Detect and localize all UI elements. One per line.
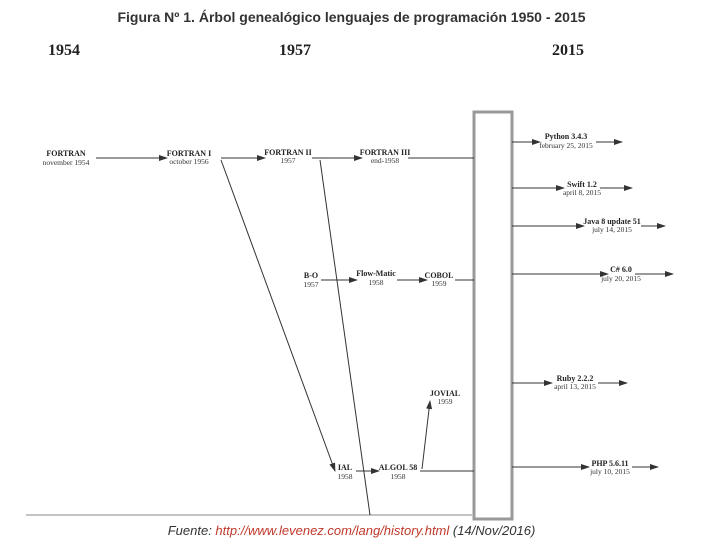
node-fortran-ii (264, 148, 312, 165)
node-name: JOVIAL (429, 389, 461, 398)
node-b-o (304, 271, 319, 289)
node-date: 1958 (337, 472, 353, 481)
node-date: october 1956 (169, 157, 209, 166)
node-date: april 8, 2015 (562, 188, 602, 197)
node-date: 1957 (303, 280, 319, 289)
node-date: 1958 (390, 472, 406, 481)
node-flow-matic (356, 269, 396, 287)
source-suffix: (14/Nov/2016) (449, 523, 536, 538)
node-date: july 20, 2015 (601, 274, 641, 283)
year-label-1957: 1957 (279, 42, 311, 59)
node-date: july 10, 2015 (590, 467, 630, 476)
node-ruby (554, 374, 596, 391)
year-label-2015: 2015 (552, 42, 584, 59)
node-python (539, 132, 593, 150)
node-name: PHP 5.6.11 (591, 459, 629, 468)
node-name: C# 6.0 (610, 265, 632, 274)
node-name: FORTRAN I (166, 149, 212, 158)
node-name: COBOL (424, 271, 454, 280)
node-jovial (430, 389, 460, 406)
node-date: july 14, 2015 (592, 225, 632, 234)
year-label-1954: 1954 (48, 42, 80, 59)
node-name: FORTRAN III (359, 148, 411, 157)
node-name: Java 8 update 51 (583, 217, 641, 226)
node-date: february 25, 2015 (539, 141, 593, 150)
source-link[interactable]: http://www.levenez.com/lang/history.html (215, 523, 450, 538)
node-date: end-1958 (370, 156, 400, 165)
node-name: FORTRAN II (264, 148, 312, 157)
node-date: november 1954 (42, 158, 90, 167)
node-ial (338, 463, 353, 481)
node-name: Flow-Matic (356, 269, 396, 278)
node-name: FORTRAN (46, 149, 86, 158)
edge-fortran-i-ial (221, 160, 335, 471)
node-fortran (43, 149, 90, 167)
node-name: ALGOL 58 (378, 463, 418, 472)
node-php (589, 459, 630, 476)
node-name: IAL (337, 463, 353, 472)
node-date: april 13, 2015 (554, 382, 596, 391)
node-algol-58 (379, 463, 417, 481)
node-fortran-iii (360, 148, 411, 165)
node-date: 1958 (368, 278, 384, 287)
node-fortran-i (167, 149, 211, 166)
node-name: Ruby 2.2.2 (556, 374, 594, 383)
edge-fortran-ii-down (320, 160, 370, 515)
figure-title: Figura Nº 1. Árbol genealógico lenguajes de programación 1950 - 2015 (117, 9, 586, 25)
edge-algol-58-jovial (422, 401, 430, 469)
node-swift (563, 180, 601, 197)
node-date: 1959 (437, 397, 453, 406)
node-name: Python 3.4.3 (544, 132, 588, 141)
source-prefix: Fuente: (167, 523, 216, 538)
node-cobol (425, 271, 454, 288)
node-name: B-O (303, 271, 319, 280)
node-csharp (600, 265, 641, 283)
node-date: 1957 (280, 156, 296, 165)
source-caption (0, 523, 703, 538)
node-java (583, 217, 641, 234)
timeline-gap-box (474, 112, 512, 519)
node-date: 1959 (431, 279, 447, 288)
node-name: Swift 1.2 (567, 180, 597, 189)
